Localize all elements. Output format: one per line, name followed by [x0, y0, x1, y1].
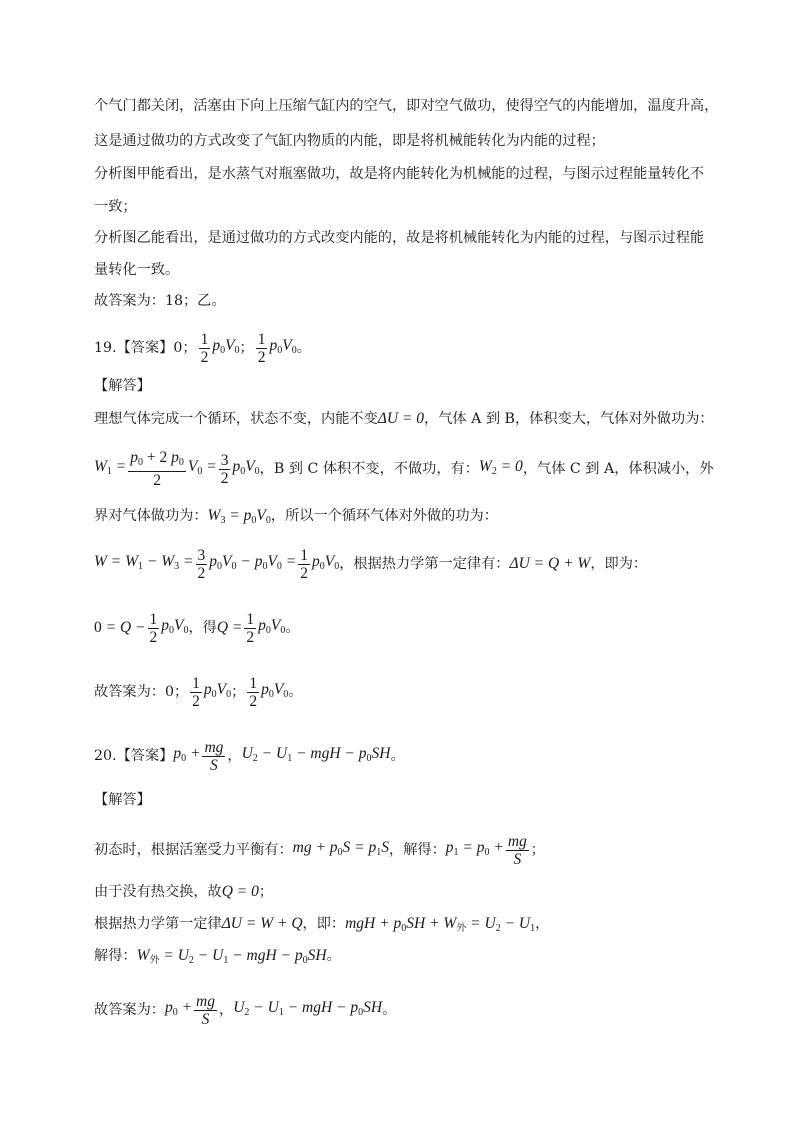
period: 。 [390, 748, 405, 764]
period: 。 [382, 1002, 397, 1018]
q19-answer-zero: 0； [173, 340, 197, 356]
fraction-three-halves: $\frac{3}{2}$ [220, 451, 229, 487]
formula: $W = W_1 - W_3$ = [94, 552, 194, 572]
text: 故答案为：0； [94, 684, 189, 700]
q20-line-3 [94, 914, 549, 939]
formula-w3: $W_3 = p_0V_0$ [207, 507, 271, 526]
formula: $p_0V_0$ [269, 336, 297, 356]
fraction-three-halves: $\frac{3}{2}$ [197, 546, 206, 582]
period: 。 [285, 620, 300, 636]
formula-w2: $W_2 = 0$ [478, 457, 523, 477]
fraction-half: $\frac{1}{2}$ [300, 546, 309, 582]
formula: $U_2 - U_1$ − mgH − $p_0SH$ [241, 744, 391, 764]
separator: ； [239, 340, 254, 356]
fraction-half: $\frac{1}{2}$ [249, 674, 258, 710]
formula: $p_0V_0$ [261, 680, 289, 700]
fraction-half: $\frac{1}{2}$ [257, 330, 266, 366]
text: ，气体 C 到 A，体积减小，外 [522, 461, 714, 477]
formula: Q = 0 [221, 883, 259, 900]
fraction-half: $\frac{1}{2}$ [246, 610, 255, 646]
q19-final-answer [94, 670, 303, 714]
fraction-mg-s: $\frac{mg}{S}$ [507, 832, 527, 868]
q20-number: 20. [94, 748, 117, 764]
formula: $U_2 - U_1$ − mgH − $p_0SH$ [233, 998, 383, 1018]
q19-line-2 [94, 447, 714, 491]
formula: ΔU = 0 [377, 410, 425, 427]
text: 理想气体完成一个循环，状态不变，内能不变 [94, 411, 378, 427]
fraction-half: $\frac{1}{2}$ [200, 330, 209, 366]
separator: ， [219, 1002, 234, 1018]
fraction-w1: $\frac{p_0 + 2 p_0}{2}$ [130, 449, 184, 489]
q20-line-2 [94, 882, 273, 902]
formula: $p_0V_0$ [258, 616, 286, 636]
q19-answer [94, 326, 311, 370]
text: 故答案为： [94, 1002, 165, 1018]
q19-line-4 [94, 542, 647, 586]
text: 根据热力学第一定律 [94, 916, 222, 932]
formula: mg + $p_0S = p_1S$ [292, 838, 390, 858]
text: ， [535, 916, 550, 932]
answer-line-18: 故答案为：18；乙。 [94, 293, 226, 309]
formula: $p_0V_0 - p_0V_0$ = [209, 552, 297, 572]
formula: ΔU = Q + W [509, 555, 591, 572]
fraction-mg-s: $\frac{mg}{S}$ [196, 992, 215, 1028]
formula: mgH + $p_0SH + W_外 = U_2 - U_1$ [345, 915, 536, 934]
formula: $p_1 = p_0$ + [445, 838, 504, 858]
formula: 0 = Q − [94, 619, 146, 636]
q19-number: 19. [94, 340, 117, 356]
separator: ， [227, 748, 242, 764]
formula: $W_外 = U_2 - U_1$ − mgH − $p_0SH$ [136, 947, 327, 966]
formula: $p_0V_0$ [232, 457, 260, 477]
formula: $p_0V_0$ [312, 552, 340, 572]
text: ，即为： [590, 556, 648, 572]
q20-line-1 [94, 828, 545, 872]
text: ，所以一个循环气体对外做的功为： [270, 508, 498, 524]
period: 。 [296, 340, 311, 356]
formula: $p_0V_0$ [203, 680, 232, 700]
q19-solution-tag: 【解答】 [94, 378, 151, 394]
text: ，解得： [389, 842, 446, 858]
text: ，得 [188, 620, 217, 636]
q19-line-5 [94, 606, 300, 650]
formula: $p_0V_0$ [161, 616, 189, 636]
text: ； [530, 842, 545, 858]
q20-line-4 [94, 946, 341, 971]
q19-line-3 [94, 506, 498, 531]
text: ； [258, 884, 274, 900]
text: 界对气体做功为： [94, 508, 208, 524]
text: 由于没有热交换，故 [94, 884, 222, 900]
text: 初态时，根据活塞受力平衡有： [94, 842, 293, 858]
paragraph-line-1: 个气门都关闭，活塞由下向上压缩气缸内的空气，即对空气做功，使得空气的内能增加，温度升高， [94, 98, 719, 114]
fraction-half: $\frac{1}{2}$ [149, 610, 158, 646]
q20-solution-tag: 【解答】 [94, 792, 151, 808]
q19-line-1 [94, 409, 714, 429]
text: 。 [326, 948, 341, 964]
formula: $V_0$ = [187, 457, 217, 477]
paragraph-line-6: 量转化一致。 [94, 262, 180, 278]
formula: $p_0$ + [173, 744, 201, 764]
formula: Q = [216, 619, 243, 636]
text: ，根据热力学第一定律有： [339, 556, 510, 572]
formula: ΔU = W + Q [221, 915, 303, 932]
q20-final-answer [94, 988, 396, 1032]
fraction-half: $\frac{1}{2}$ [192, 674, 200, 710]
text: ，气体 A 到 B，体积变大，气体对外做功为： [424, 411, 714, 427]
period: 。 [288, 684, 303, 700]
text: 解得： [94, 948, 137, 964]
formula: $p_0$ + [164, 998, 193, 1018]
formula-w1: $W_1$ = [94, 457, 127, 477]
separator: ； [231, 684, 246, 700]
q20-answer [94, 734, 405, 778]
q19-answer-tag: 【答案】 [116, 340, 174, 356]
formula: $p_0V_0$ [212, 336, 240, 356]
q20-answer-tag: 【答案】 [116, 748, 174, 764]
paragraph-line-4: 一致； [94, 199, 137, 215]
paragraph-line-5: 分析图乙能看出，是通过做功的方式改变内能的，故是将机械能转化为内能的过程，与图示过程能 [94, 230, 705, 246]
text: ，B 到 C 体积不变，不做功，有： [259, 461, 479, 477]
text: ，即： [302, 916, 346, 932]
paragraph-line-2: 这是通过做功的方式改变了气缸内物质的内能，即是将机械能转化为内能的过程； [94, 133, 605, 149]
fraction-mg-s: $\frac{mg}{S}$ [204, 738, 224, 774]
paragraph-line-3: 分析图甲能看出，是水蒸气对瓶塞做功，故是将内能转化为机械能的过程，与图示过程能量转化不 [94, 166, 705, 182]
